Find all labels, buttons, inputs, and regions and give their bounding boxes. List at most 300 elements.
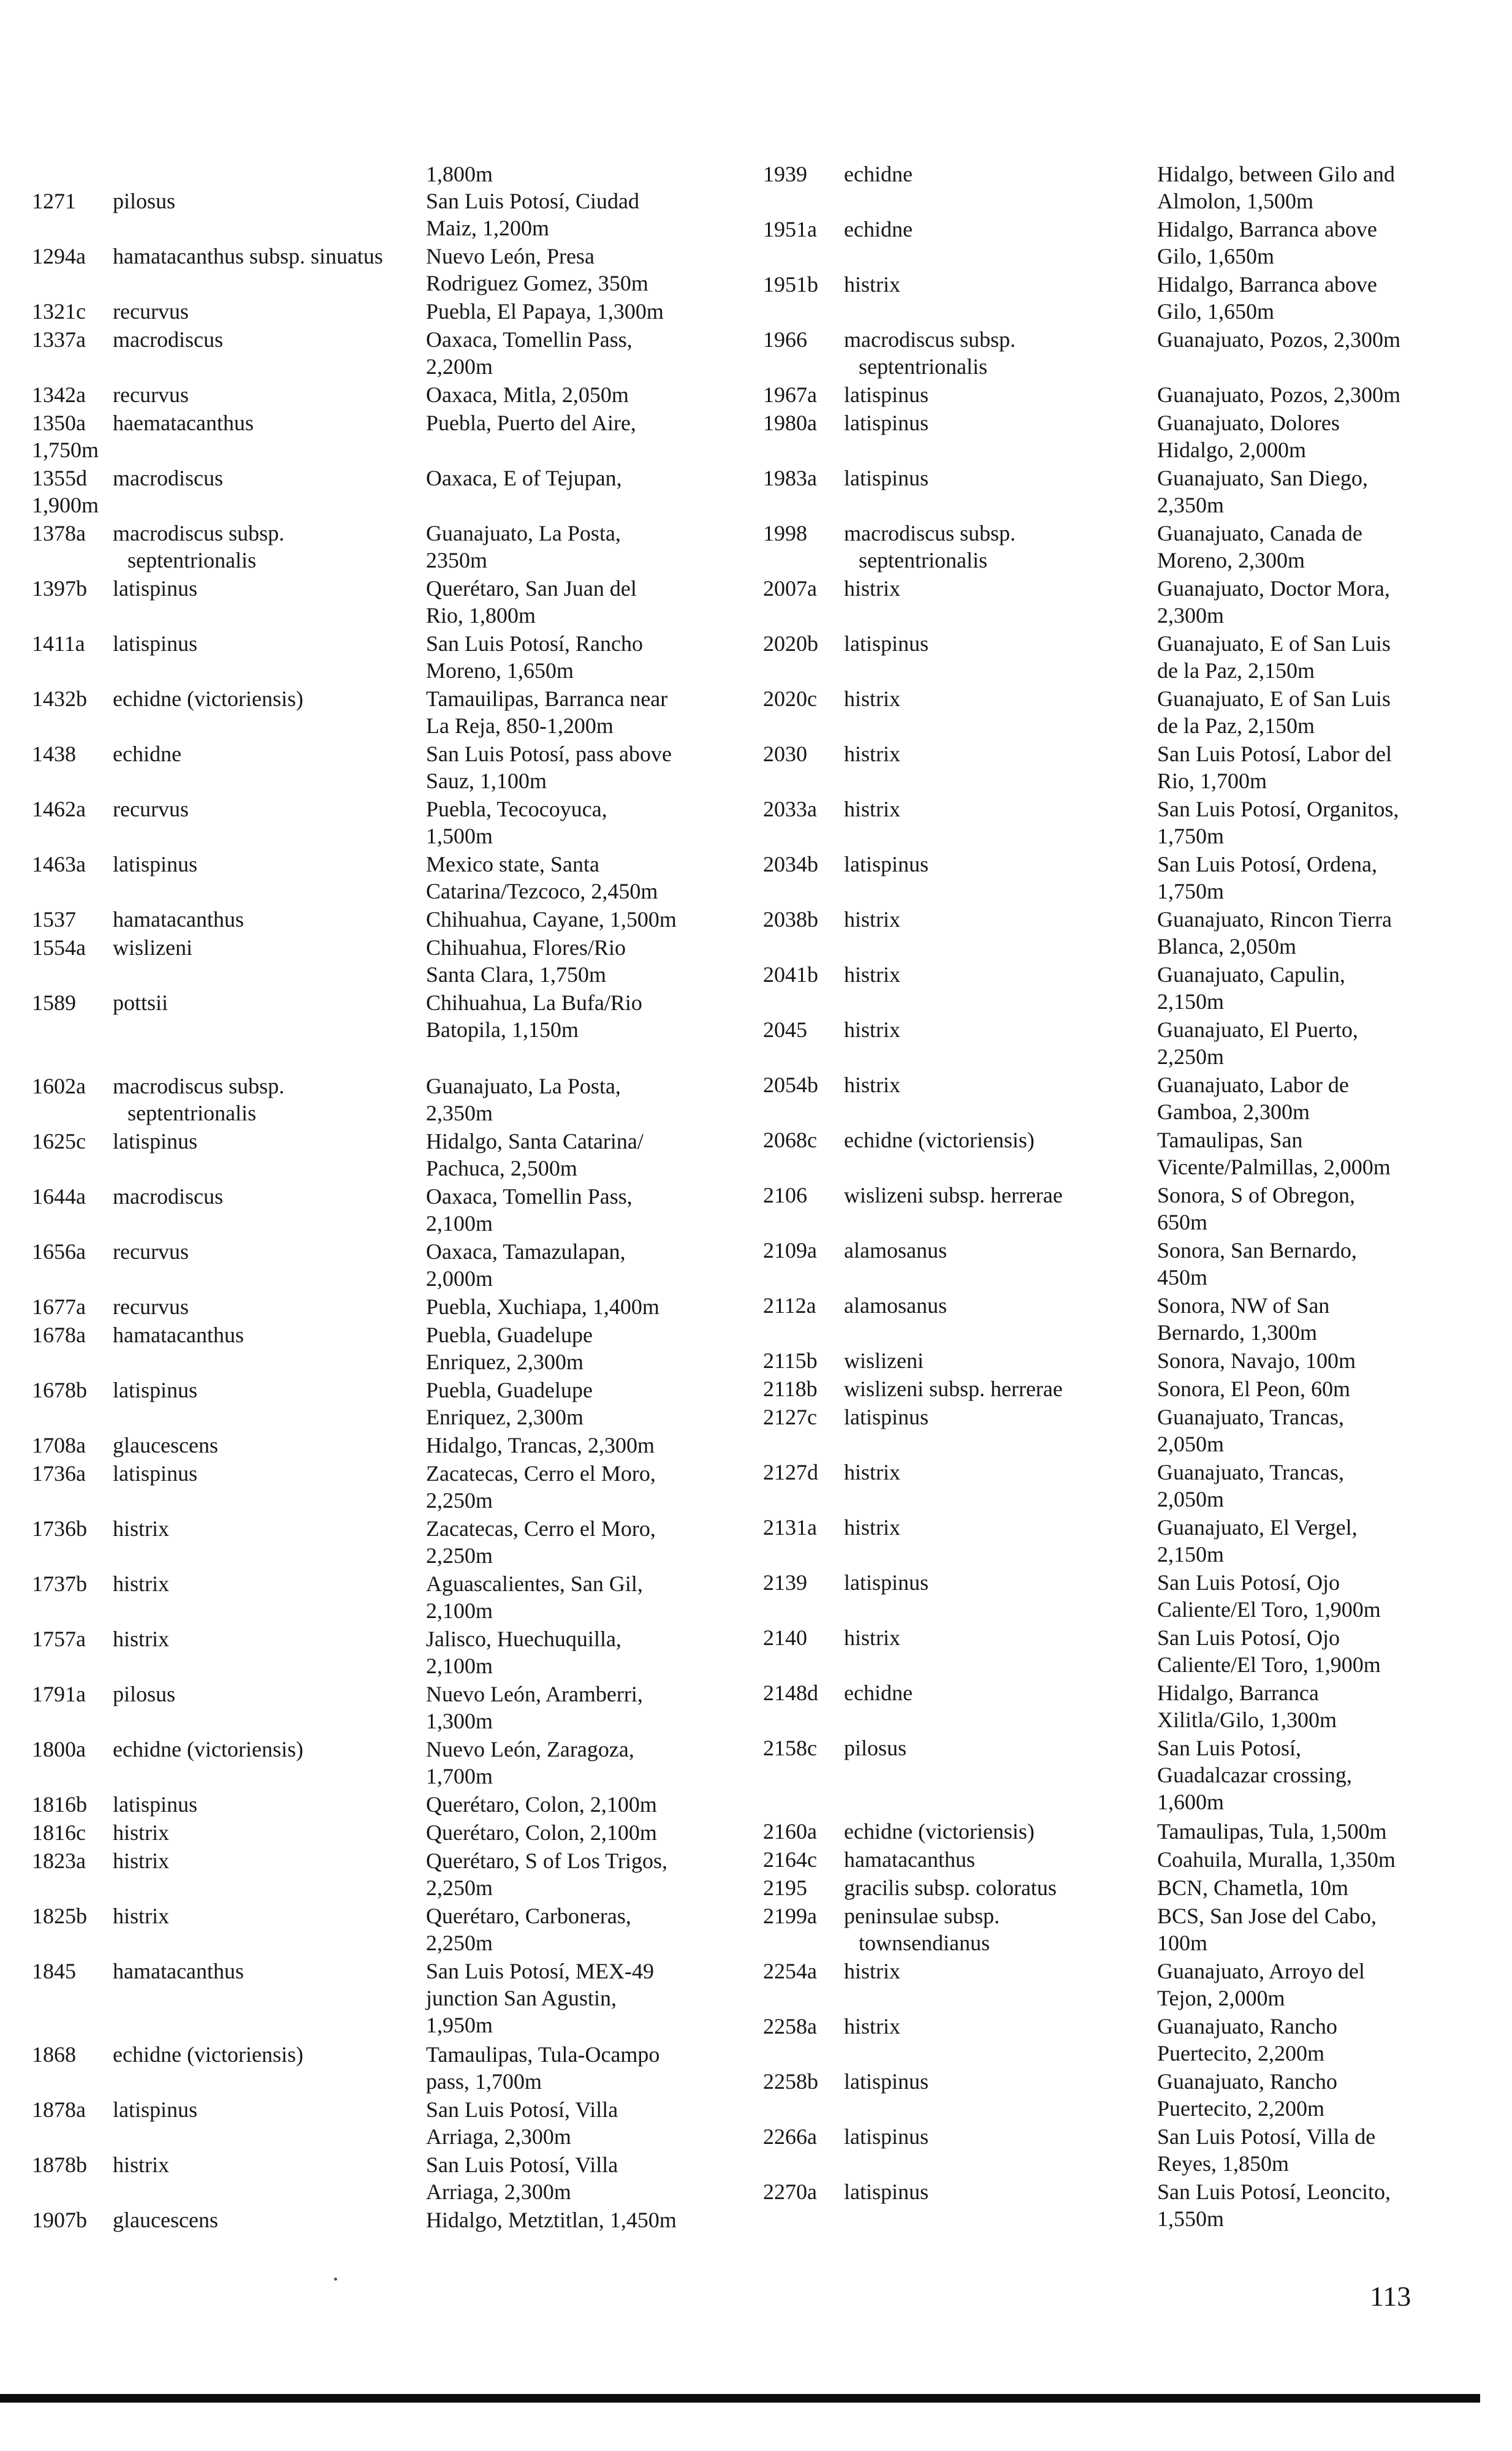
collection-number-text: 2068c — [763, 1128, 817, 1152]
species-line: septentrionalis — [127, 1101, 256, 1125]
collection-number — [763, 1459, 818, 1486]
locality — [426, 1736, 634, 1790]
species-name — [844, 1846, 975, 1873]
species-name — [844, 2013, 900, 2040]
collection-number — [32, 989, 76, 1016]
species-name — [113, 1432, 218, 1459]
locality — [426, 685, 667, 739]
collection-number-text: 1438 — [32, 742, 76, 766]
locality-line: 2,250m — [426, 1931, 493, 1955]
locality-line: Guanajuato, Dolores — [1157, 411, 1340, 435]
species-line: pilosus — [113, 1682, 176, 1706]
collection-number — [763, 1514, 817, 1541]
collection-number-text: 2030 — [763, 742, 807, 766]
collection-number — [763, 271, 818, 298]
collection-number — [32, 1183, 86, 1210]
locality-line: 2,150m — [1157, 1542, 1225, 1567]
locality-line: 2,250m — [426, 1875, 493, 1900]
locality — [426, 630, 643, 684]
collection-number — [32, 1432, 86, 1459]
locality-line: Puertecito, 2,200m — [1157, 2096, 1324, 2121]
locality — [426, 1570, 643, 1624]
locality-line: Oaxaca, Tamazulapan, — [426, 1239, 626, 1264]
collection-number — [32, 906, 76, 933]
locality — [1157, 1958, 1365, 2012]
species-line: haematacanthus — [113, 411, 254, 435]
locality-line: Hidalgo, Metztitlan, 1,450m — [426, 2208, 677, 2232]
collection-number — [32, 1958, 76, 1985]
locality-line: 2,300m — [1157, 603, 1225, 628]
locality — [1157, 1514, 1358, 1568]
locality — [426, 1681, 643, 1735]
species-name — [844, 630, 929, 657]
locality-line: Sonora, S of Obregon, — [1157, 1183, 1355, 1207]
locality — [426, 2041, 659, 2095]
collection-number — [763, 1016, 807, 1043]
species-name — [113, 630, 197, 657]
species-line: echidne — [113, 742, 181, 766]
locality-line: 2,350m — [426, 1101, 493, 1125]
locality-line: Arriaga, 2,300m — [426, 2124, 571, 2149]
species-line: echidne — [844, 1681, 913, 1705]
locality-line: Zacatecas, Cerro el Moro, — [426, 1461, 656, 1486]
collection-number — [763, 1347, 818, 1374]
locality — [426, 1847, 667, 1901]
species-line: latispinus — [844, 2069, 929, 2094]
locality — [1157, 1292, 1329, 1346]
collection-number-text: 1736a — [32, 1461, 86, 1486]
collection-number — [763, 161, 807, 188]
collection-number-text: 2139 — [763, 1570, 807, 1595]
species-line: hamatacanthus subsp. sinuatus — [113, 244, 383, 268]
species-line: histrix — [844, 272, 901, 297]
species-name — [113, 934, 192, 961]
locality-line: Tamaulipas, Tula, 1,500m — [1157, 1819, 1387, 1844]
locality — [1157, 465, 1368, 519]
collection-number-text: 2109a — [763, 1238, 817, 1263]
species-name — [113, 685, 303, 712]
species-name — [113, 851, 197, 878]
species-line: macrodiscus — [113, 327, 223, 352]
species-name — [844, 575, 900, 602]
collection-number-text: 1589 — [32, 990, 76, 1015]
locality-line: Querétaro, Carboneras, — [426, 1904, 631, 1928]
locality-line: Tamauilipas, Barranca near — [426, 686, 668, 711]
species-line: latispinus — [844, 1570, 929, 1595]
locality-line: San Luis Potosí, — [1157, 1736, 1302, 1760]
locality-line: Guanajuato, Rancho — [1157, 2069, 1337, 2094]
locality-line: San Luis Potosí, pass above — [426, 742, 672, 766]
locality-line: Oaxaca, E of Tejupan, — [426, 466, 622, 490]
collection-number-text: 1907b — [32, 2208, 87, 2232]
species-name — [113, 1791, 197, 1818]
species-line: echidne (victoriensis) — [113, 2042, 303, 2067]
species-name — [844, 1514, 900, 1541]
locality-line: Bernardo, 1,300m — [1157, 1320, 1317, 1345]
locality — [426, 1819, 657, 1846]
collection-number — [763, 685, 817, 712]
locality-line: 1,950m — [426, 2013, 493, 2037]
collection-number — [32, 1293, 86, 1320]
species-line: latispinus — [844, 2124, 929, 2149]
species-name — [113, 1183, 223, 1210]
locality — [1157, 2013, 1337, 2067]
bottom-rule — [0, 2394, 1480, 2403]
locality-line: 2350m — [426, 548, 488, 572]
locality — [426, 1958, 654, 2039]
species-name — [113, 243, 383, 270]
species-line: latispinus — [844, 2179, 929, 2204]
locality — [426, 1791, 657, 1818]
species-line: histrix — [844, 907, 901, 932]
locality-line: Guanajuato, La Posta, — [426, 1074, 621, 1098]
species-line: histrix — [844, 686, 901, 711]
species-name — [844, 740, 900, 767]
locality-line: Arriaga, 2,300m — [426, 2179, 571, 2204]
species-name — [844, 1292, 947, 1319]
collection-number — [32, 1681, 86, 1708]
locality-line: San Luis Potosí, Villa de — [1157, 2124, 1376, 2149]
collection-number — [32, 685, 87, 712]
species-name — [113, 409, 254, 436]
collection-number — [32, 934, 86, 961]
species-name — [844, 2068, 929, 2095]
locality-line: Reyes, 1,850m — [1157, 2151, 1289, 2176]
collection-number — [32, 465, 99, 519]
collection-number — [763, 520, 807, 547]
collection-number-text: 2158c — [763, 1736, 817, 1760]
collection-number — [32, 326, 86, 353]
locality-line: 450m — [1157, 1265, 1208, 1290]
species-line: histrix — [113, 1849, 170, 1873]
species-name — [113, 1570, 169, 1597]
species-name — [844, 1818, 1035, 1845]
species-name — [844, 851, 929, 878]
collection-number — [763, 326, 807, 353]
collection-number-text: 1378a — [32, 521, 86, 545]
collection-number — [32, 1625, 86, 1652]
altitude-continuation: 1,900m — [32, 493, 99, 517]
collection-number-text: 2054b — [763, 1073, 818, 1097]
species-name — [113, 796, 189, 823]
collection-number — [32, 2151, 87, 2178]
locality-line: 1,750m — [1157, 879, 1225, 903]
collection-number-text: 1825b — [32, 1904, 87, 1928]
collection-number-text: 1998 — [763, 521, 807, 545]
collection-number — [32, 1321, 86, 1348]
locality — [1157, 1071, 1349, 1125]
locality-line: San Luis Potosí, Leoncito, — [1157, 2179, 1391, 2204]
collection-number-text: 2127d — [763, 1460, 818, 1484]
species-line: septentrionalis — [127, 548, 256, 572]
collection-number — [763, 1292, 816, 1319]
locality — [426, 851, 658, 905]
locality-line: Catarina/Tezcoco, 2,450m — [426, 879, 658, 903]
locality-line: San Luis Potosí, Organitos, — [1157, 797, 1399, 821]
locality-line: Sonora, San Bernardo, — [1157, 1238, 1357, 1263]
locality-line: 1,300m — [426, 1709, 493, 1733]
species-name — [113, 465, 223, 492]
locality — [426, 989, 642, 1043]
species-line: pilosus — [113, 189, 176, 213]
locality — [426, 2206, 677, 2233]
locality-line: 2,250m — [426, 1543, 493, 1568]
locality-line: Zacatecas, Cerro el Moro, — [426, 1516, 656, 1541]
collection-number-text: 1708a — [32, 1433, 86, 1457]
locality — [426, 243, 648, 297]
collection-number — [763, 1237, 817, 1264]
locality-line: Hidalgo, 2,000m — [1157, 438, 1306, 462]
collection-number — [32, 2041, 76, 2068]
species-line: recurvus — [113, 382, 189, 407]
species-line: macrodiscus subsp. — [844, 521, 1016, 545]
species-line: histrix — [113, 1627, 170, 1651]
species-name — [113, 2151, 169, 2178]
species-line: histrix — [113, 1820, 170, 1845]
species-name — [113, 1902, 169, 1929]
locality — [426, 465, 622, 492]
locality — [426, 1128, 644, 1182]
locality-line: Guanajuato, E of San Luis — [1157, 686, 1391, 711]
locality-line: Hidalgo, Barranca above — [1157, 217, 1377, 241]
species-name — [844, 520, 1016, 574]
collection-number-text: 2148d — [763, 1681, 818, 1705]
locality-line: Puebla, Guadelupe — [426, 1378, 593, 1402]
collection-number — [32, 1377, 87, 1404]
species-line: macrodiscus — [113, 466, 223, 490]
collection-number — [763, 465, 817, 492]
species-name — [113, 1321, 244, 1348]
collection-number — [763, 1818, 817, 1845]
collection-number-text: 1678b — [32, 1378, 87, 1402]
species-line: echidne (victoriensis) — [113, 686, 303, 711]
locality-line: Guanajuato, El Vergel, — [1157, 1515, 1358, 1540]
species-line: macrodiscus — [113, 1184, 223, 1209]
collection-number-text: 1878a — [32, 2097, 86, 2122]
species-line: histrix — [844, 1073, 901, 1097]
locality-line: 2,050m — [1157, 1432, 1225, 1456]
species-line: townsendianus — [859, 1931, 990, 1955]
altitude-continuation: 1,750m — [32, 438, 99, 462]
collection-number-text: 1411a — [32, 631, 85, 656]
species-line: pottsii — [113, 990, 169, 1015]
collection-number-text: 2106 — [763, 1183, 807, 1207]
collection-number-text: 1537 — [32, 907, 76, 932]
collection-number — [763, 1846, 817, 1873]
collection-number-text: 2112a — [763, 1293, 816, 1318]
species-name — [844, 1874, 1057, 1901]
locality-line: Guanajuato, La Posta, — [426, 521, 621, 545]
locality-line: San Luis Potosí, Rancho — [426, 631, 644, 656]
locality-line: 2,250m — [426, 1488, 493, 1513]
locality-line: Maiz, 1,200m — [426, 216, 549, 240]
locality-line: Puebla, Tecocoyuca, — [426, 797, 607, 821]
collection-number-text: 1656a — [32, 1239, 86, 1264]
species-line: alamosanus — [844, 1238, 947, 1263]
collection-number — [32, 740, 76, 767]
species-name — [113, 1460, 197, 1487]
locality-line: Puebla, El Papaya, 1,300m — [426, 299, 664, 324]
species-name — [113, 2041, 303, 2068]
collection-number — [32, 2206, 87, 2233]
collection-number — [763, 575, 817, 602]
locality-line: Aguascalientes, San Gil, — [426, 1571, 643, 1596]
species-name — [113, 1958, 244, 1985]
species-name — [113, 188, 175, 215]
locality-line: Nuevo León, Aramberri, — [426, 1682, 643, 1706]
locality — [1157, 1237, 1357, 1291]
collection-number-text: 1737b — [32, 1571, 87, 1596]
locality — [1157, 409, 1340, 463]
collection-number-text: 2266a — [763, 2124, 817, 2149]
locality-line: pass, 1,700m — [426, 2069, 542, 2094]
locality-line: Guanajuato, Rincon Tierra — [1157, 907, 1392, 932]
collection-number-text: 2007a — [763, 576, 817, 601]
species-name — [844, 2178, 929, 2205]
locality-line: Querétaro, S of Los Trigos, — [426, 1849, 667, 1873]
locality-line: San Luis Potosí, Ciudad — [426, 189, 640, 213]
locality-line: 1,500m — [426, 824, 493, 848]
locality-line: 2,100m — [426, 1211, 493, 1236]
species-line: macrodiscus subsp. — [113, 521, 284, 545]
locality-line: Caliente/El Toro, 1,900m — [1157, 1652, 1381, 1677]
locality-line: Guanajuato, Arroyo del — [1157, 1959, 1365, 1983]
collection-number-text: 2254a — [763, 1959, 817, 1983]
collection-number — [763, 1182, 807, 1209]
collection-number-text: 1337a — [32, 327, 86, 352]
collection-number — [32, 1515, 87, 1542]
locality — [1157, 2178, 1391, 2232]
species-name — [844, 1182, 1063, 1209]
collection-number — [32, 1238, 86, 1265]
locality-line: 2,150m — [1157, 989, 1225, 1014]
species-line: glaucescens — [113, 1433, 218, 1457]
collection-number-text: 1602a — [32, 1074, 86, 1098]
locality — [1157, 740, 1392, 794]
locality-line: Guanajuato, Doctor Mora, — [1157, 576, 1390, 601]
collection-number-text: 1462a — [32, 797, 86, 821]
locality-line: Enriquez, 2,300m — [426, 1405, 583, 1429]
species-line: echidne — [844, 162, 913, 186]
locality-line: Gilo, 1,650m — [1157, 299, 1275, 324]
locality — [1157, 685, 1391, 739]
collection-number — [763, 216, 817, 243]
species-line: hamatacanthus — [113, 907, 244, 932]
locality-line: San Luis Potosí, Ordena, — [1157, 852, 1377, 876]
locality-line: Oaxaca, Mitla, 2,050m — [426, 382, 629, 407]
species-name — [844, 961, 900, 988]
locality-line: 100m — [1157, 1931, 1208, 1955]
species-name — [844, 326, 1016, 380]
collection-number — [32, 796, 86, 823]
species-line: echidne (victoriensis) — [113, 1737, 303, 1761]
species-name — [113, 520, 284, 574]
collection-number-text: 2118b — [763, 1377, 818, 1401]
locality — [1157, 796, 1399, 849]
collection-number-text: 2045 — [763, 1017, 807, 1042]
locality — [426, 1183, 633, 1237]
collection-number-text: 1355d — [32, 466, 87, 490]
locality-line: Querétaro, San Juan del — [426, 576, 637, 601]
species-name — [844, 1902, 1000, 1956]
locality — [426, 1293, 659, 1320]
locality-line: San Luis Potosí, Ojo — [1157, 1570, 1340, 1595]
locality — [1157, 381, 1400, 408]
collection-number — [32, 2096, 86, 2123]
species-name — [113, 989, 168, 1016]
collection-number-text: 1983a — [763, 466, 817, 490]
locality — [426, 1460, 656, 1514]
species-name — [113, 1238, 189, 1265]
species-name — [113, 381, 189, 408]
species-name — [113, 2206, 218, 2233]
species-line: recurvus — [113, 797, 189, 821]
species-line: latispinus — [113, 1792, 198, 1817]
locality-line: Caliente/El Toro, 1,900m — [1157, 1597, 1381, 1622]
species-name — [113, 2096, 197, 2123]
species-name — [113, 1736, 303, 1763]
species-line: histrix — [844, 1460, 901, 1484]
locality — [1157, 1569, 1381, 1623]
species-name — [844, 161, 913, 188]
locality — [426, 381, 629, 408]
species-line: pilosus — [844, 1736, 907, 1760]
locality-line: Guanajuato, Canada de — [1157, 521, 1362, 545]
locality — [1157, 1127, 1391, 1180]
species-line: wislizeni subsp. herrerae — [844, 1377, 1063, 1401]
locality-line: Rio, 1,800m — [426, 603, 536, 628]
collection-number-text: 1271 — [32, 189, 76, 213]
locality — [426, 2151, 618, 2205]
collection-number-text: 1294a — [32, 244, 86, 268]
collection-number — [32, 381, 86, 408]
collection-number-text: 1878b — [32, 2153, 87, 2177]
collection-number — [763, 2013, 817, 2040]
collection-number-text: 2033a — [763, 797, 817, 821]
speck-mark — [334, 2278, 337, 2281]
locality-line: Guanajuato, Pozos, 2,300m — [1157, 382, 1400, 407]
species-line: latispinus — [844, 466, 929, 490]
collection-number-text: 2160a — [763, 1819, 817, 1844]
collection-number — [32, 409, 99, 463]
species-line: septentrionalis — [859, 354, 987, 379]
locality-line: Gilo, 1,650m — [1157, 244, 1275, 268]
species-name — [113, 575, 197, 602]
locality-line: de la Paz, 2,150m — [1157, 713, 1315, 738]
species-line: macrodiscus subsp. — [113, 1074, 284, 1098]
collection-number-text: 1951a — [763, 217, 817, 241]
species-line: histrix — [113, 2153, 170, 2177]
locality-line: Guanajuato, San Diego, — [1157, 466, 1368, 490]
collection-number-text: 1823a — [32, 1849, 86, 1873]
locality — [1157, 1846, 1396, 1873]
locality-line: 2,100m — [426, 1654, 493, 1678]
locality-line: BCN, Chametla, 10m — [1157, 1875, 1348, 1900]
species-name — [844, 465, 929, 492]
collection-number — [32, 520, 86, 547]
locality-line: Rio, 1,700m — [1157, 769, 1267, 793]
species-name — [113, 1128, 197, 1155]
collection-number — [763, 2123, 817, 2150]
locality — [1157, 1679, 1337, 1733]
species-name — [113, 1625, 169, 1652]
locality — [426, 298, 664, 325]
collection-number — [763, 2068, 818, 2095]
locality-line: Batopila, 1,150m — [426, 1017, 579, 1042]
locality-line: Guanajuato, Trancas, — [1157, 1405, 1344, 1429]
locality — [426, 1432, 655, 1459]
locality — [1157, 1874, 1348, 1901]
